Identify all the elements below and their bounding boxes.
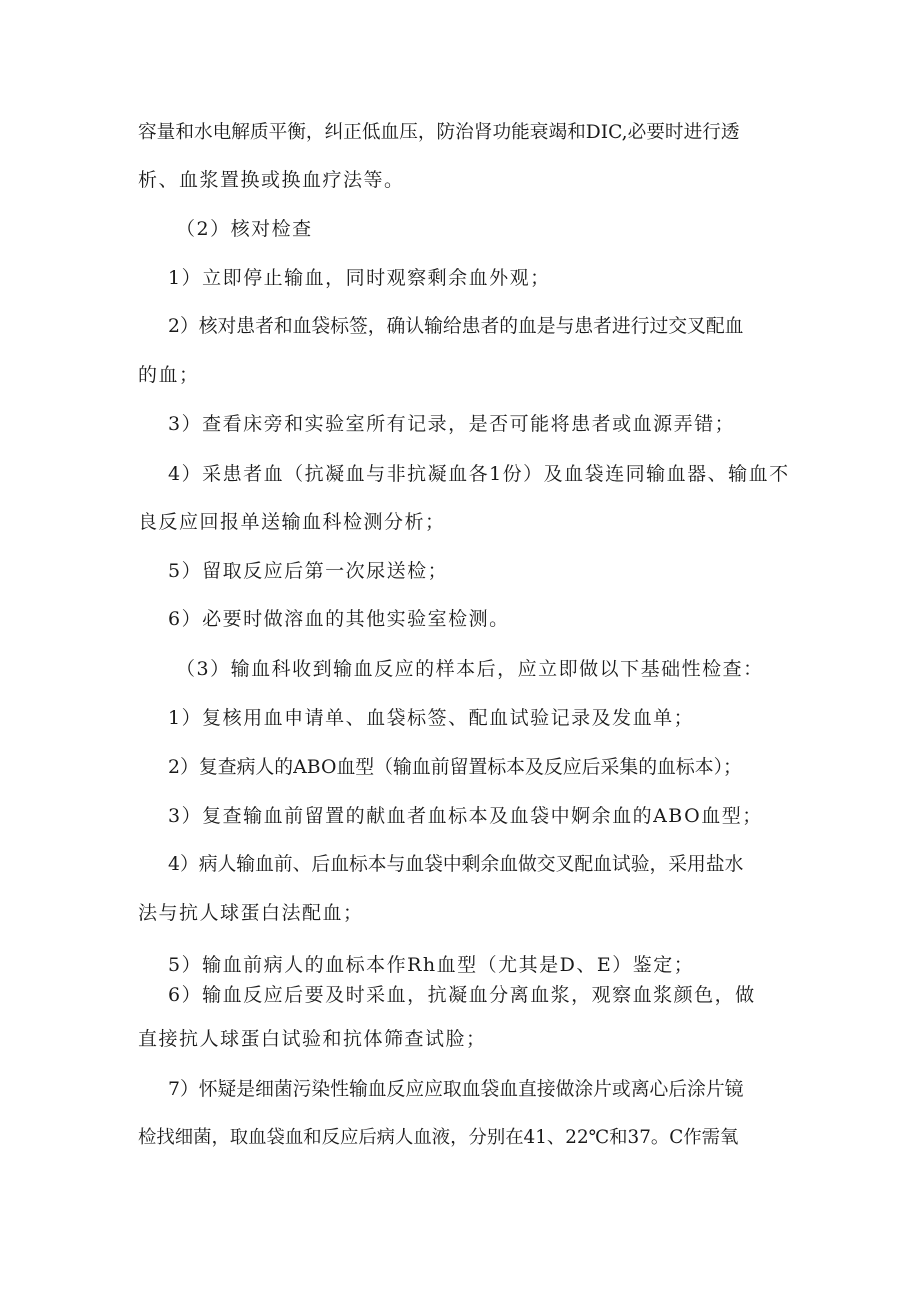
text-line: 直接抗人球蛋白试验和抗体筛查试脸； bbox=[138, 1028, 487, 1050]
list-item: 2）复查病人的ABO血型（输血前留置标本及反应后采集的血标本）； bbox=[168, 756, 742, 778]
text-line: 容量和水电解质平衡，纠正低血压，防治肾功能衰竭和DIC,必要时进行透 bbox=[138, 122, 740, 143]
text-line: 法与抗人球蛋白法配血； bbox=[138, 902, 364, 924]
list-item: 7）怀疑是细菌污染性输血反应应取血袋血直接做涂片或离心后涂片镜 bbox=[168, 1079, 744, 1100]
list-item: 1）立即停止输血，同时观察剩余血外观； bbox=[168, 267, 551, 289]
text-line: 析、血浆置换或换血疗法等。 bbox=[138, 169, 405, 191]
list-item: 6）必要时做溶血的其他实验室检测。 bbox=[168, 608, 510, 630]
list-item: 3）复查输血前留置的献血者血标本及血袋中婀余血的ABO血型； bbox=[168, 805, 763, 827]
list-item: 6）输血反应后要及时采血，抗凝血分离血浆，观察血浆颜色，做 bbox=[168, 984, 756, 1006]
text-line: 的血； bbox=[138, 364, 200, 386]
section-heading: （2）核对检查 bbox=[176, 218, 313, 240]
text-line: 良反应回报单送输血科检测分析； bbox=[138, 511, 446, 533]
list-item: 2）核对患者和血袋标签，确认输给患者的血是与患者进行过交叉配血 bbox=[168, 316, 744, 337]
list-item: 1）复核用血申请单、血袋标签、配血试验记录及发血单； bbox=[168, 707, 695, 729]
text-line: 检找细菌，取血袋血和反应后病人血液，分别在41、22℃和37。C作需氧 bbox=[138, 1127, 739, 1148]
list-item: 4）病人输血前、后血标本与血袋中剩余血做交叉配血试验，采用盐水 bbox=[168, 854, 744, 875]
list-item: 5）留取反应后第一次尿送检； bbox=[168, 560, 449, 582]
list-item: 4）采患者血（抗凝血与非抗凝血各1份）及血袋连同输血器、输血不 bbox=[168, 463, 790, 485]
list-item: 3）查看床旁和实验室所有记录，是否可能将患者或血源弄错； bbox=[168, 413, 736, 435]
list-item: 5）输血前病人的血标本作Rh血型（尤其是D、E）鉴定； bbox=[168, 954, 695, 976]
section-heading: （3）输血科收到输血反应的样本后，应立即做以下基础性检查： bbox=[176, 658, 764, 680]
